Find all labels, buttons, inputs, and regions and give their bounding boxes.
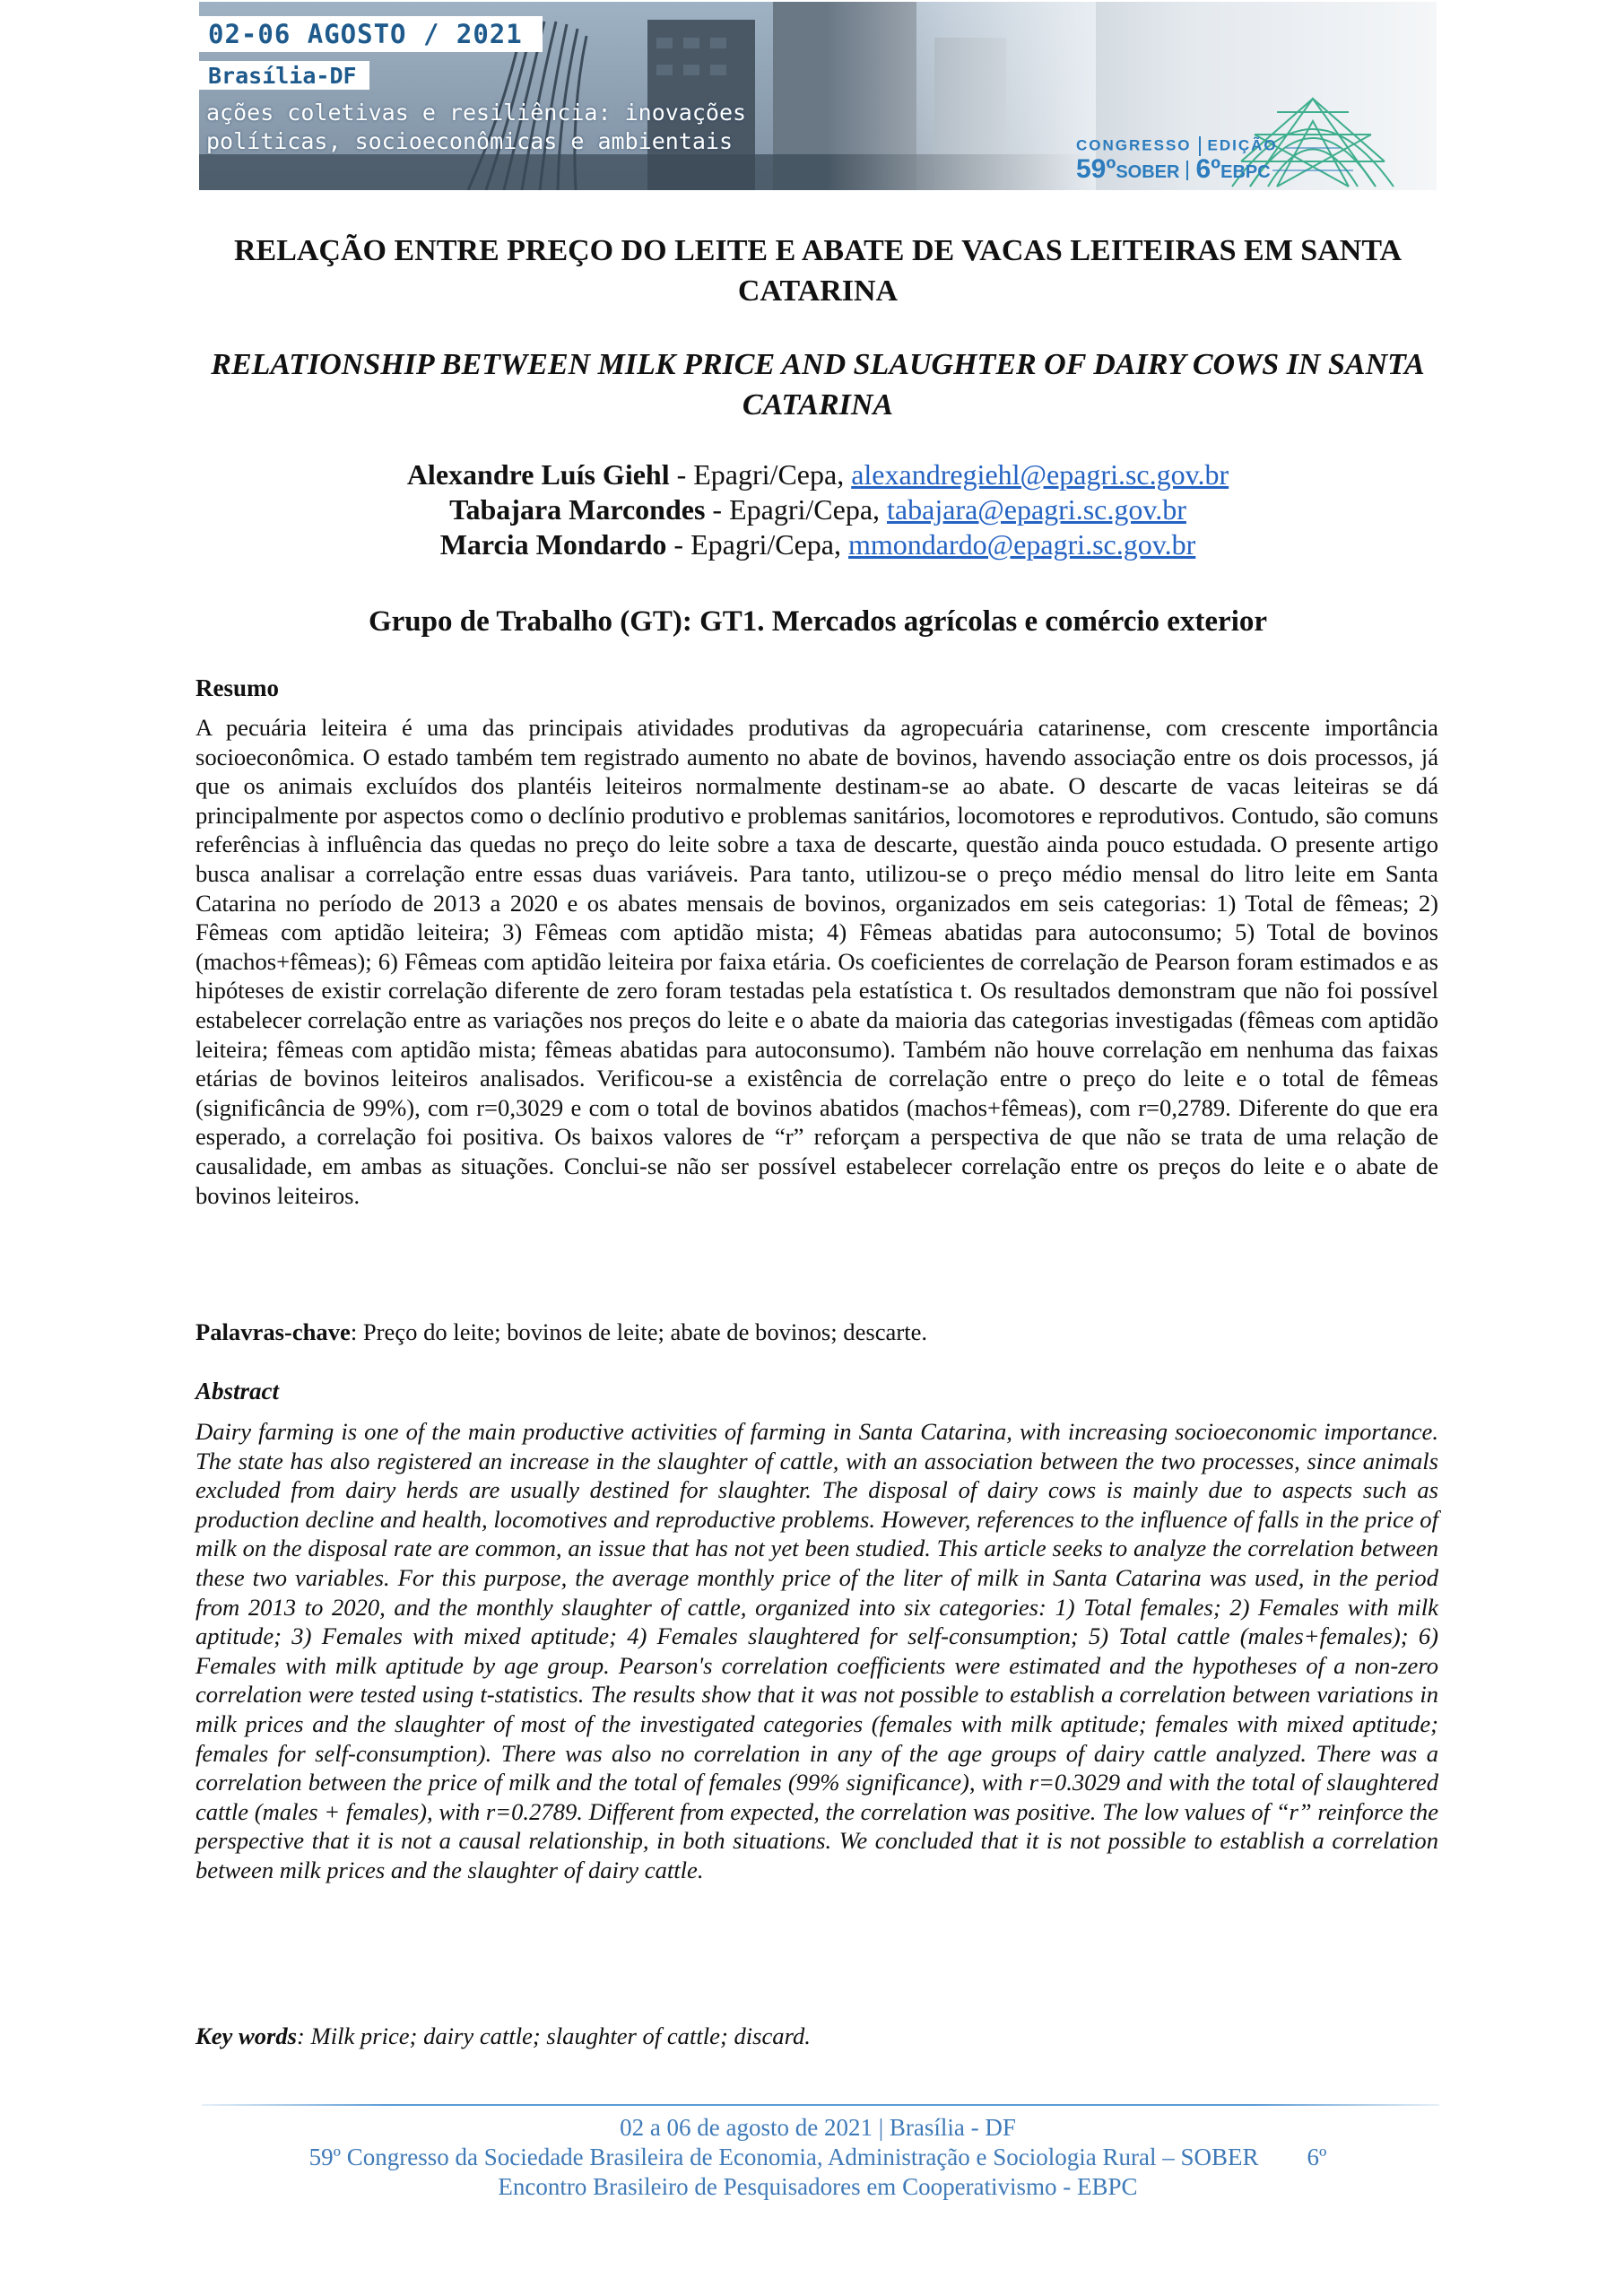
author-email-link[interactable]: tabajara@epagri.sc.gov.br: [887, 493, 1186, 526]
author-name: Tabajara Marcondes: [449, 493, 706, 526]
event-date-badge: 02-06 AGOSTO / 2021: [199, 16, 543, 52]
author-line: [199, 527, 1437, 562]
author-name: Marcia Mondardo: [439, 528, 667, 561]
logo-59: 59º: [1076, 154, 1116, 184]
authors-list: [199, 457, 1437, 562]
footer-divider: [202, 2104, 1439, 2106]
abstract-keywords: [195, 2022, 1438, 2051]
footer-date: 02 a 06 de agosto de 2021 | Brasília - DF: [620, 2114, 1016, 2141]
logo-sober: SOBER: [1116, 162, 1180, 182]
logo-separator-2: [1186, 161, 1188, 180]
author-affiliation: - Epagri/Cepa,: [669, 458, 852, 491]
footer-congress-name: 59º Congresso da Sociedade Brasileira de Economia, Administração e Sociologia Rural – SOBER 6º: [308, 2144, 1327, 2170]
logo-edicao: EDIÇÃO: [1207, 136, 1278, 154]
abstract-keywords-value: : Milk price; dairy cattle; slaughter of cattle; discard.: [297, 2022, 811, 2049]
logo-separator: [1199, 136, 1201, 156]
paper-title-portuguese: RELAÇÃO ENTRE PREÇO DO LEITE E ABATE DE VACAS LEITEIRAS EM SANTA CATARINA: [233, 234, 1403, 308]
conference-banner: [199, 2, 1437, 190]
logo-congresso: CONGRESSO: [1076, 136, 1192, 154]
logo-6: 6º: [1195, 154, 1221, 184]
resumo-keywords-value: : Preço do leite; bovinos de leite; abate de bovinos; descarte.: [350, 1318, 928, 1345]
author-affiliation: - Epagri/Cepa,: [666, 528, 848, 561]
event-theme: [206, 99, 746, 156]
paper-title-english: RELATIONSHIP BETWEEN MILK PRICE AND SLAUGHTER OF DAIRY COWS IN SANTA CATARINA: [211, 348, 1425, 422]
abstract-heading: Abstract: [195, 1378, 280, 1405]
author-email-link[interactable]: mmondardo@epagri.sc.gov.br: [848, 528, 1196, 561]
author-affiliation: - Epagri/Cepa,: [705, 493, 888, 526]
event-theme-line-2: políticas, socioeconômicas e ambientais: [206, 128, 733, 154]
footer-ebpc-name: Encontro Brasileiro de Pesquisadores em Cooperativismo - EBPC: [498, 2173, 1138, 2200]
abstract-text: Dairy farming is one of the main productive activities of farming in Santa Catarina, with increasing socioeconomic importance. The state has also registered an increase in the slaughter of cattle, with an association between the two processes, since animals excluded from dairy herds are usually destined for slaughter. The disposal of dairy cows is mainly due to aspects such as production decline and health, locomotives and reproductive problems. However, references to the influence of falls in the price of milk on the disposal rate are common, an issue that has not yet been studied. This article seeks to analyze the correlation between these two variables. For this purpose, the average monthly price of the liter of milk in Santa Catarina was used, in the period from 2013 to 2020, and the monthly slaughter of cattle, organized into six categories: 1) Total females; 2) Females with milk aptitude; 3) Females with mixed aptitude; 4) Females slaughtered for self-consumption; 5) Total cattle (males+females); 6) Females with milk aptitude by age group. Pearson's correlation coefficients were estimated and the hypotheses of a non-zero correlation were tested using t-statistics. The results show that it was not possible to establish a correlation between variations in milk prices and the slaughter of most of the investigated categories (females with milk aptitude; females with mixed aptitude; females for self-consumption). There was also no correlation in any of the age groups of dairy cattle analyzed. There was a correlation between the price of milk and the total of females (99% significance), with r=0.3029 and with the total of slaughtered cattle (males + females), with r=0.2789. Different from expected, the correlation was positive. The low values of “r” reinforce the perspective that it is not a causal relationship, in both situations. We concluded that it is not possible to establish a correlation between milk prices and the slaughter of dairy cattle.: [195, 1418, 1438, 1883]
resumo-keywords: [195, 1318, 1438, 1347]
author-line: [199, 492, 1437, 527]
event-theme-line-1: ações coletivas e resiliência: inovações: [206, 100, 747, 126]
resumo-heading: Resumo: [195, 674, 279, 701]
author-name: Alexandre Luís Giehl: [406, 458, 670, 491]
working-group: Grupo de Trabalho (GT): GT1. Mercados agrícolas e comércio exterior: [368, 605, 1268, 638]
resumo-keywords-label: Palavras-chave: [195, 1318, 351, 1345]
resumo-text: A pecuária leiteira é uma das principais atividades produtivas da agropecuária catarinense, com crescente importância socioeconômica. O estado também tem registrado aumento no abate de bovinos, havendo associação entre os dois processos, já que os animais excluídos dos plantéis leiteiros normalmente destinam-se ao abate. O descarte de vacas leiteiras se dá principalmente por aspectos como o declínio produtivo e problemas sanitários, locomotores e reprodutivos. Contudo, são comuns referências à influência das quedas no preço do leite sobre a taxa de descarte, questão ainda pouco estudada. O presente artigo busca analisar a correlação entre essas duas variáveis. Para tanto, utilizou-se o preço médio mensal do litro leite em Santa Catarina no período de 2013 a 2020 e os abates mensais de bovinos, organizados em seis categorias: 1) Total de fêmeas; 2) Fêmeas com aptidão leiteira; 3) Fêmeas com aptidão mista; 4) Fêmeas abatidas para autoconsumo; 5) Total de bovinos (machos+fêmeas); 6) Fêmeas com aptidão leiteira por faixa etária. Os coeficientes de correlação de Pearson foram estimados e as hipóteses de existir correlação diferente de zero foram testadas pela estatística t. Os resultados demonstram que não foi possível estabelecer correlação entre as variações nos preços do leite e o abate da maioria das categorias investigadas (fêmeas com aptidão leiteira; fêmeas com aptidão mista; fêmeas abatidas para autoconsumo). Também não houve correlação em nenhuma das faixas etárias de bovinos leiteiros analisados. Verificou-se a existência de correlação entre o preço do leite e o total de fêmeas (significância de 99%), com r=0,3029 e com o total de bovinos abatidos (machos+fêmeas), com r=0,2789. Diferente do que era esperado, a correlação foi positiva. Os baixos valores de “r” reforçam a perspectiva de que não se trata de uma relação de causalidade, em ambas as situações. Conclui-se não ser possível estabelecer correlação entre os preços do leite e o abate de bovinos leiteiros.: [195, 714, 1438, 1209]
author-line: [199, 457, 1437, 492]
event-city-badge: Brasília-DF: [199, 61, 369, 90]
abstract-keywords-label: Key words: [195, 2022, 298, 2049]
author-email-link[interactable]: alexandregiehl@epagri.sc.gov.br: [851, 458, 1229, 491]
logo-ebpc: EBPC: [1220, 162, 1271, 182]
congress-logo-text: [1076, 136, 1278, 186]
